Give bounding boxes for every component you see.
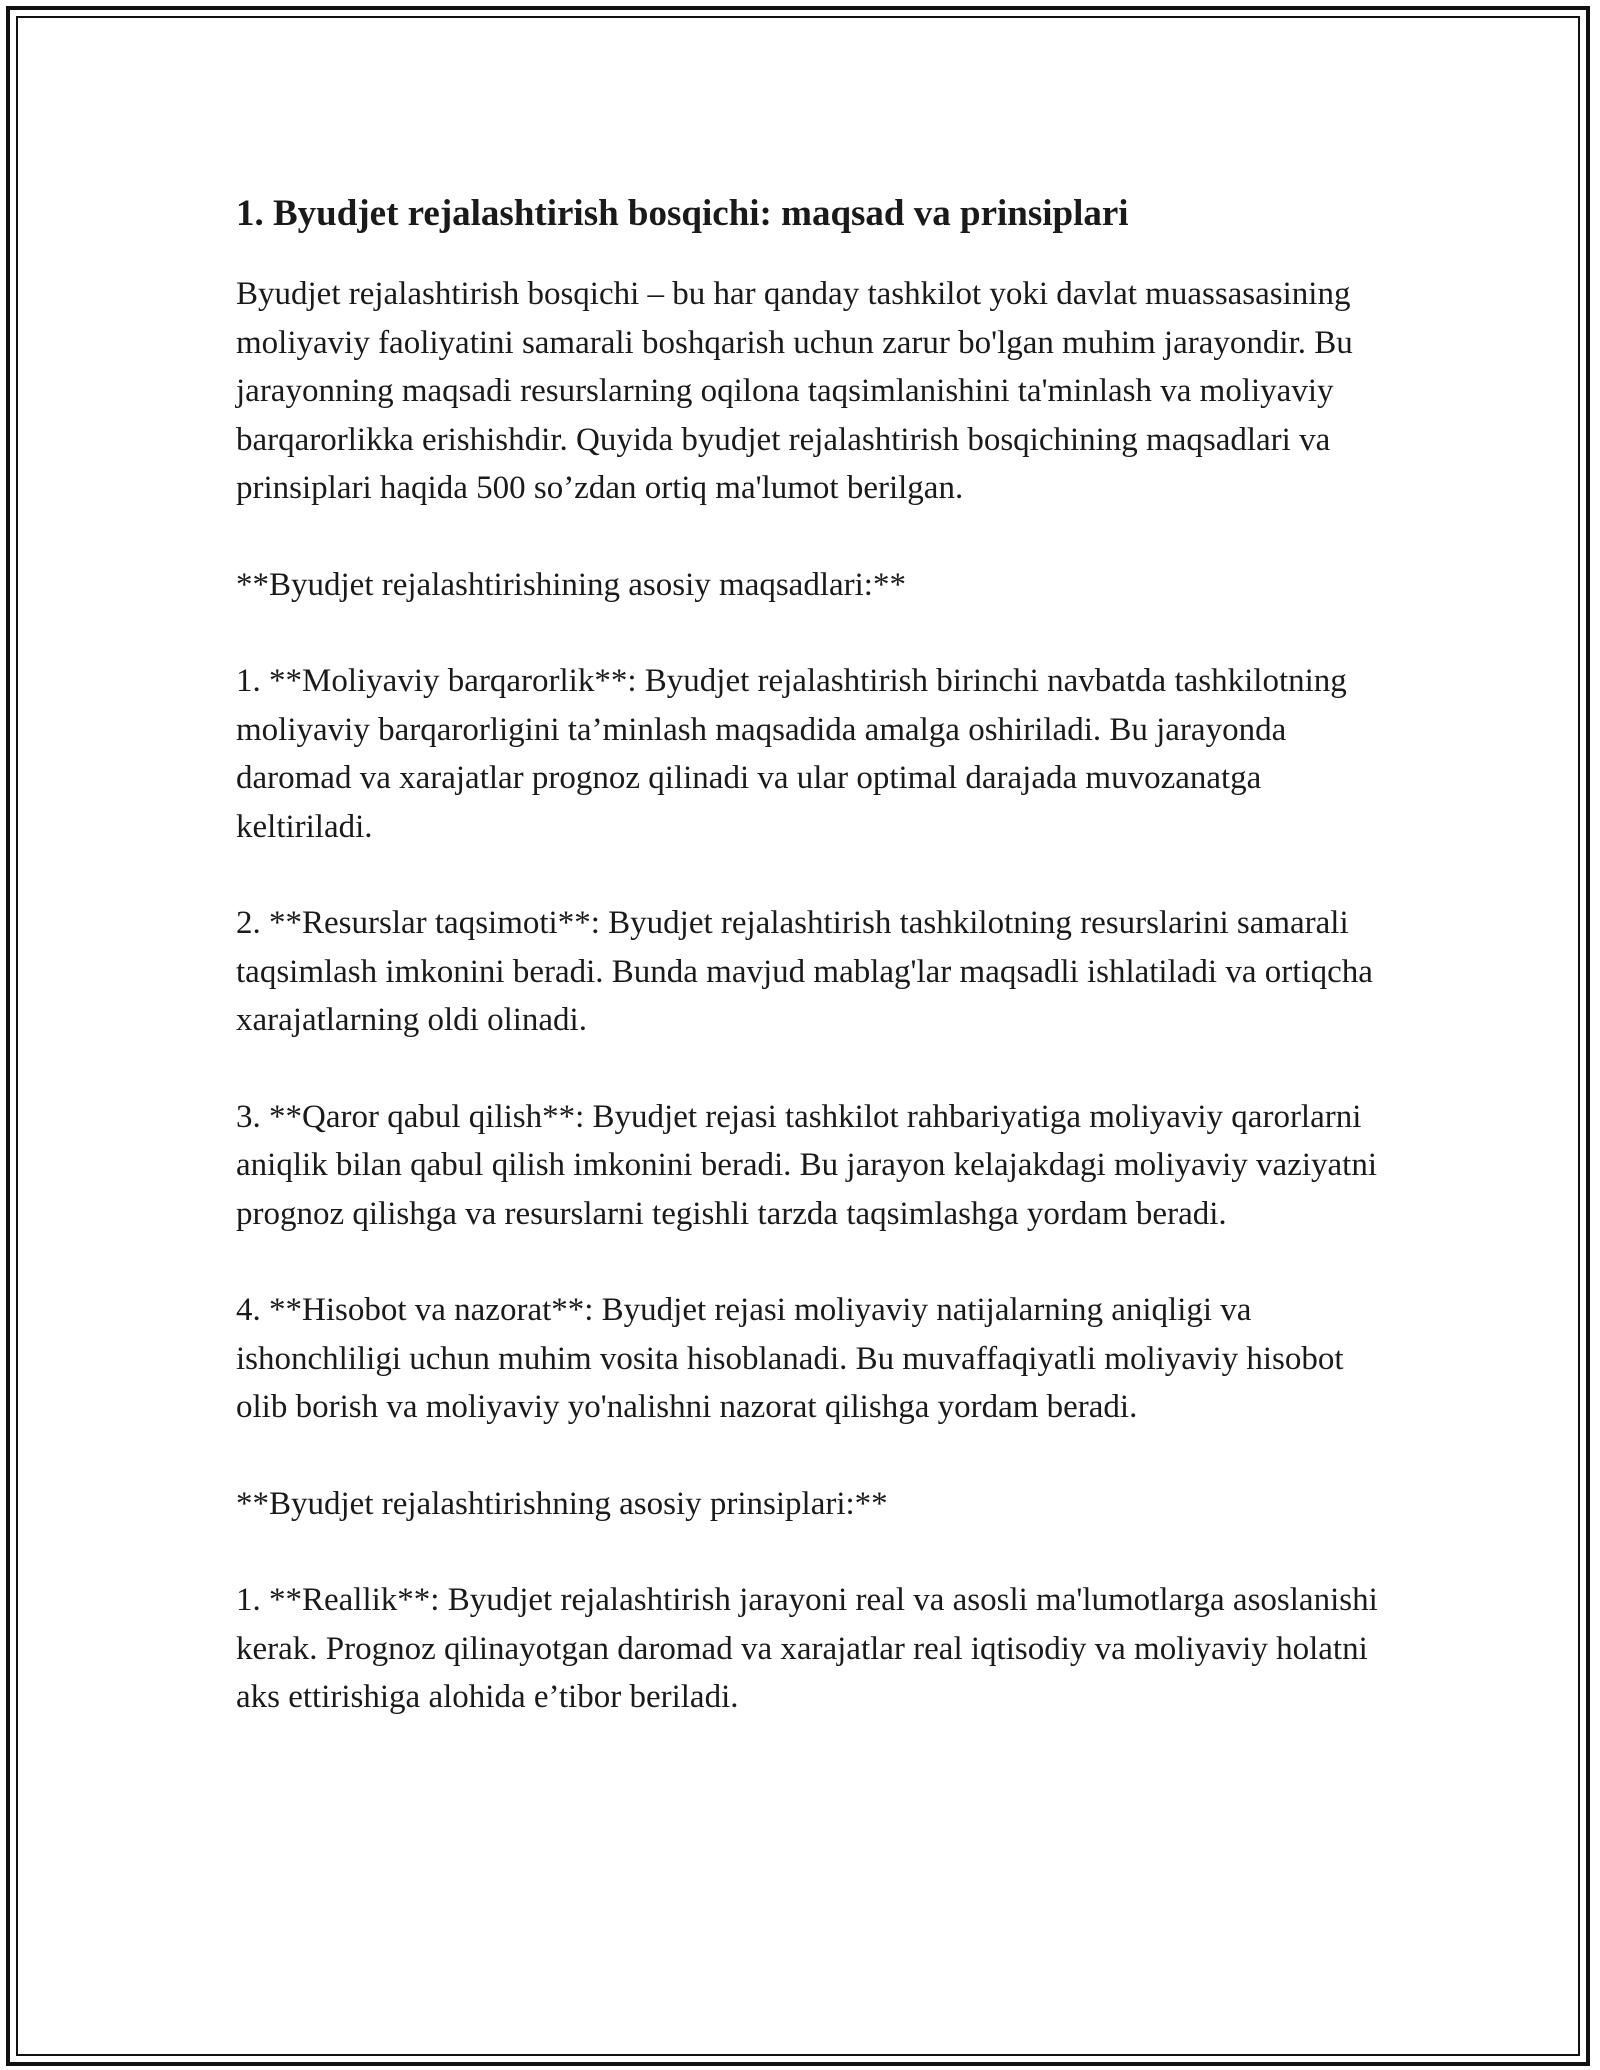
goal-item-2: 2. **Resurslar taqsimoti**: Byudjet rejalashtirish tashkilotning resurslarini samarali taqsimlash imkonini beradi. Bunda mavjud mablag'lar maqsadli ishlatiladi va ortiqcha xarajatlarning oldi olinadi.: [236, 905, 1373, 1038]
goals-heading: **Byudjet rejalashtirishining asosiy maqsadlari:**: [236, 566, 906, 603]
goal-item-3: 3. **Qaror qabul qilish**: Byudjet rejasi tashkilot rahbariyatiga moliyaviy qarorlarni aniqlik bilan qabul qilish imkonini beradi. Bu jarayon kelajakdagi moliyaviy vaziyatni prognoz qilishga va resurslarni tegishli tarzda taqsimlashga yordam beradi.: [236, 1098, 1377, 1232]
document-title: 1. Byudjet rejalashtirish bosqichi: maqsad va prinsiplari: [236, 193, 1129, 234]
principle-item-1: 1. **Reallik**: Byudjet rejalashtirish jarayoni real va asosli ma'lumotlarga asoslanishi kerak. Prognoz qilinayotgan daromad va xarajatlar real iqtisodiy va moliyaviy holatni aks ettirishiga alohida e’tibor beriladi.: [236, 1582, 1378, 1715]
goal-item-4: 4. **Hisobot va nazorat**: Byudjet rejasi moliyaviy natijalarning aniqligi va ishonchliligi uchun muhim vosita hisoblanadi. Bu muvaffaqiyatli moliyaviy hisobot olib borish va moliyaviy yo'nalishni nazorat qilishga yordam beradi.: [236, 1292, 1344, 1425]
principles-heading: **Byudjet rejalashtirishning asosiy prinsiplari:**: [236, 1485, 888, 1522]
intro-paragraph: Byudjet rejalashtirish bosqichi – bu har qanday tashkilot yoki davlat muassasasining moliyaviy faoliyatini samarali boshqarish uchun zarur bo'lgan muhim jarayondir. Bu jarayonning maqsadi resurslarning oqilona taqsimlanishini ta'minlash va moliyaviy barqarorlikka erishishdir. Quyida byudjet rejalashtirish bosqichining maqsadlari va prinsiplari haqida 500 so’zdan ortiq ma'lumot berilgan.: [236, 276, 1353, 506]
goal-item-1: 1. **Moliyaviy barqarorlik**: Byudjet rejalashtirish birinchi navbatda tashkilotning moliyaviy barqarorligini ta’minlash maqsadida amalga oshiriladi. Bu jarayonda daromad va xarajatlar prognoz qilinadi va ular optimal darajada muvozanatga keltiriladi.: [236, 663, 1347, 845]
document-page: [236, 188, 1386, 1770]
